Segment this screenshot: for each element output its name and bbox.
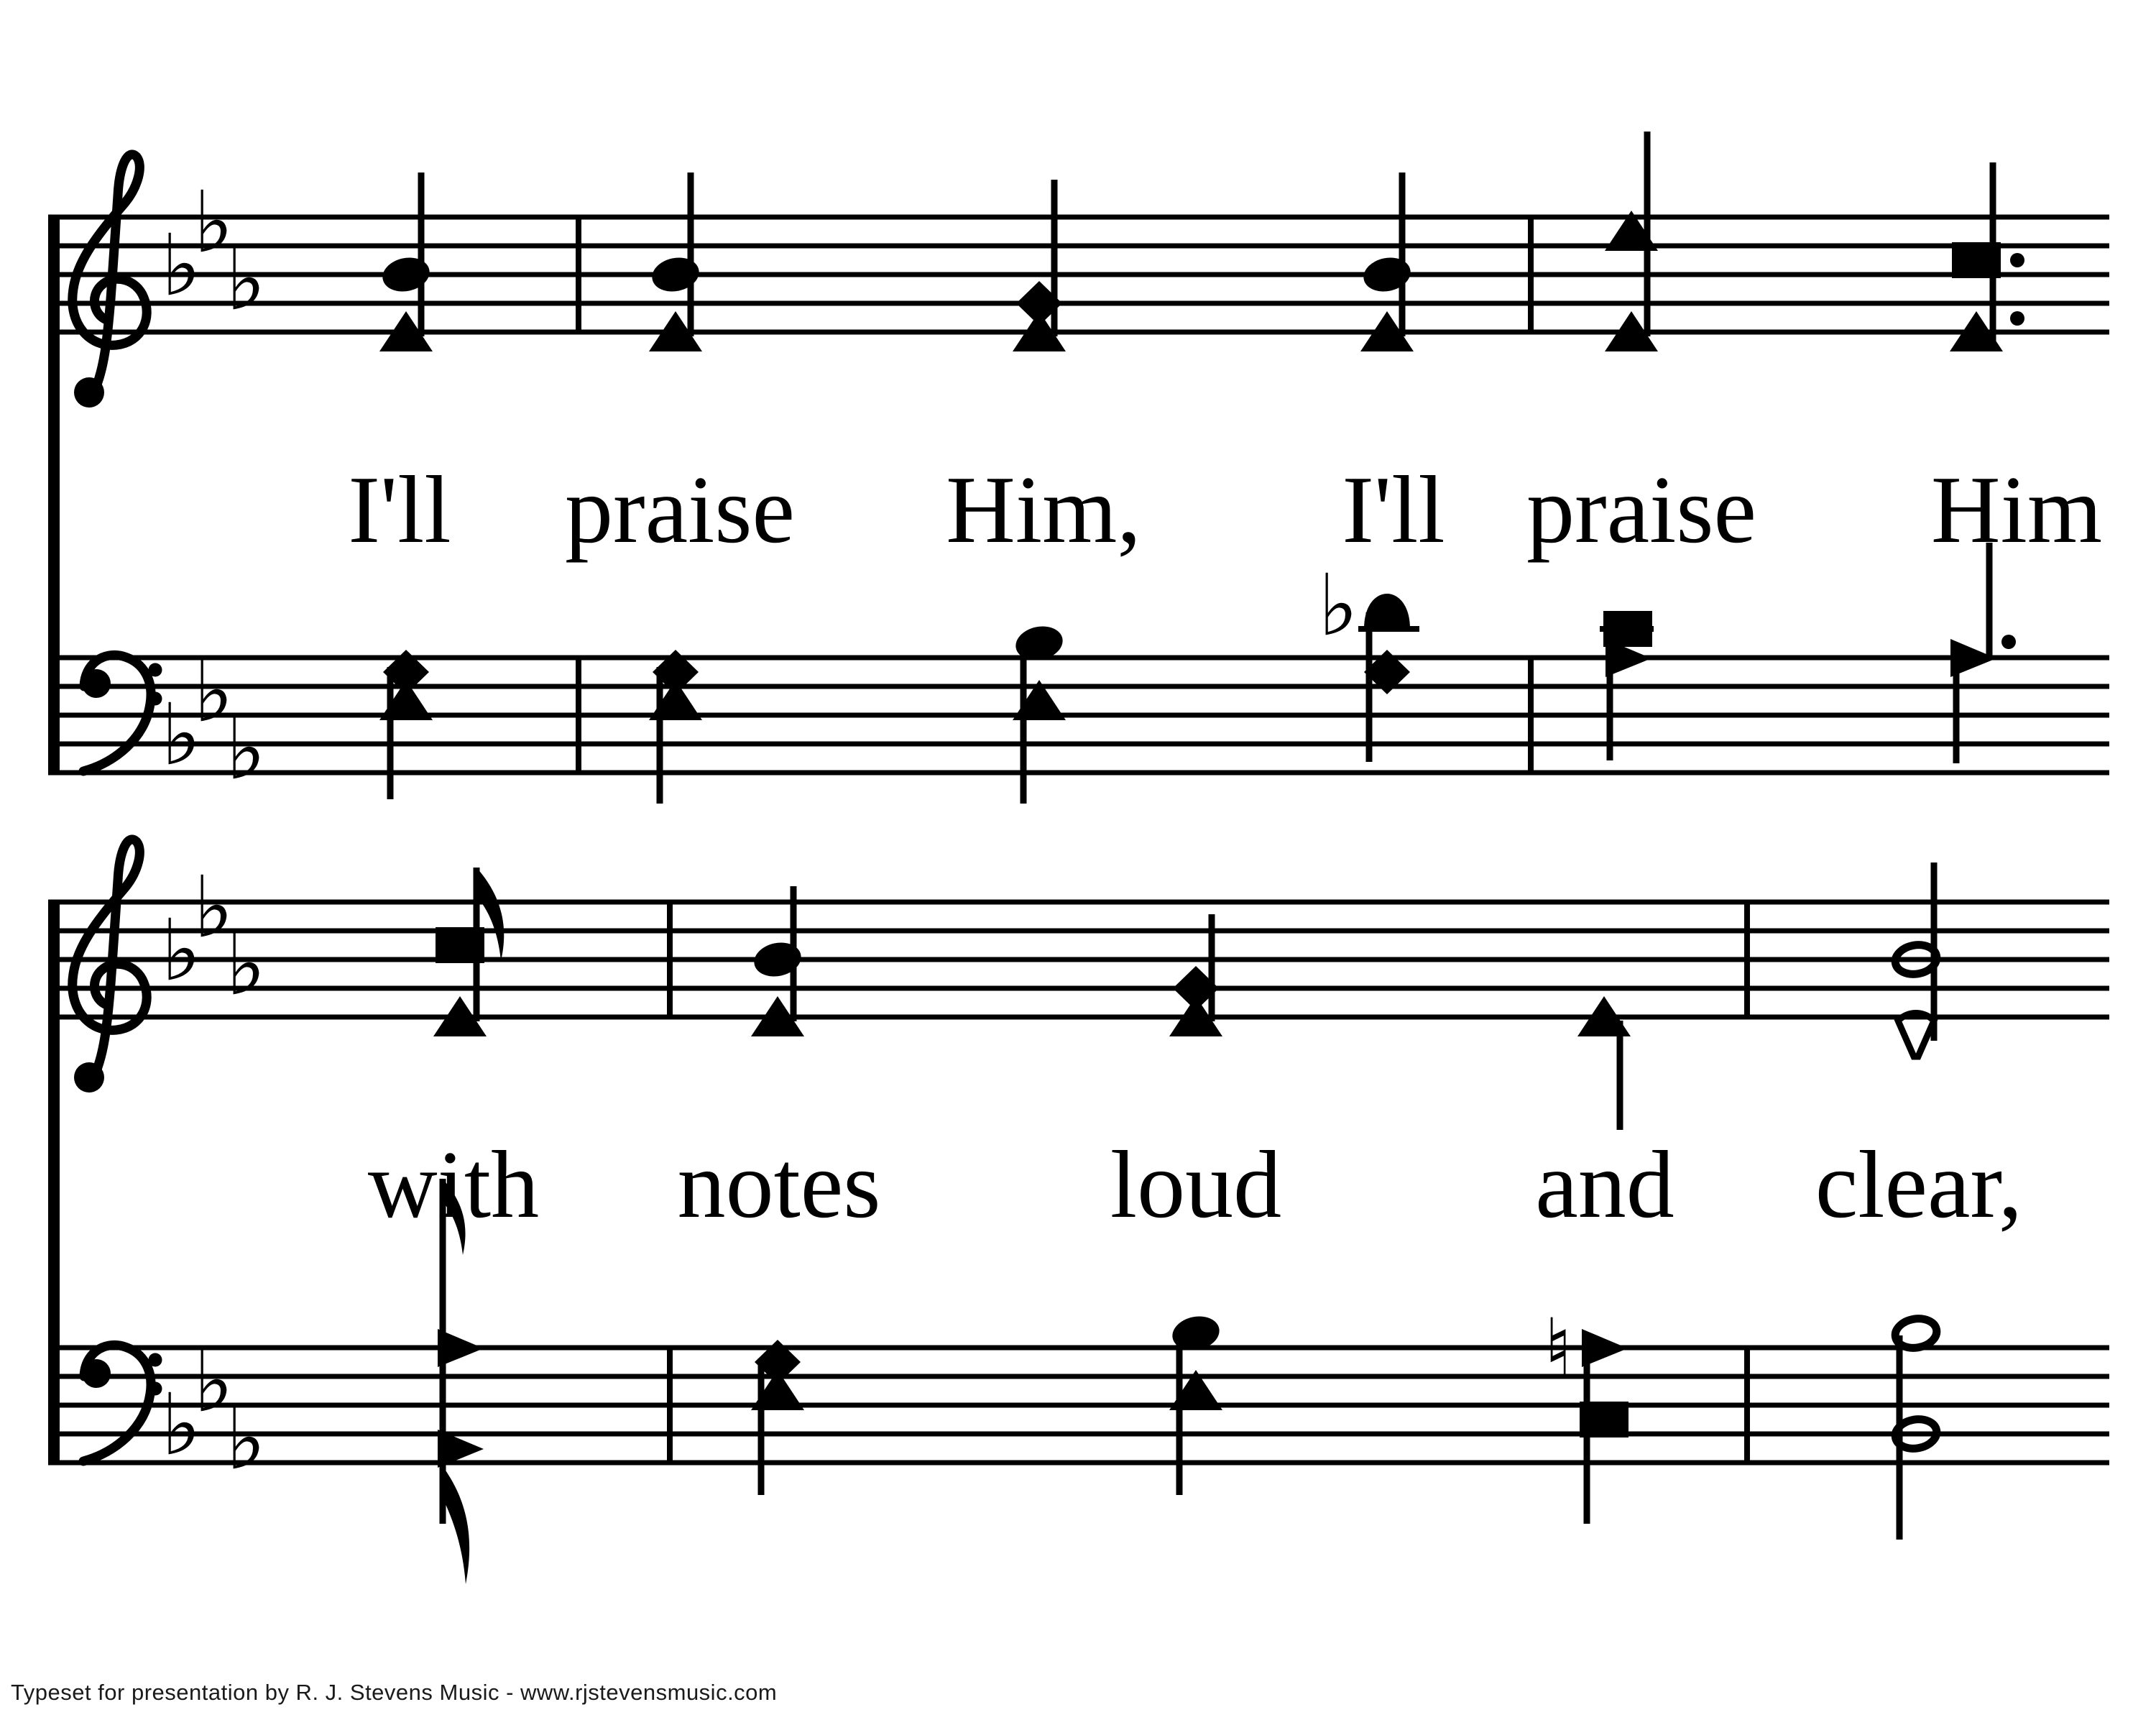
flat-accidental-icon: ♭ [161, 216, 201, 315]
notehead-sol_open [1893, 1315, 1939, 1351]
key-signature [226, 699, 266, 799]
flat-accidental-icon: ♭ [226, 230, 266, 329]
notehead-ti_open [1898, 1013, 1934, 1057]
key-signature [226, 915, 266, 1014]
lyrics-layer [348, 456, 2102, 1238]
eighth-flag-icon [443, 1466, 469, 1584]
notehead-sol [1360, 254, 1414, 296]
bass-staff [48, 543, 2109, 804]
flat-accidental-icon: ♭ [1318, 556, 1358, 655]
notehead-fa [438, 1329, 484, 1367]
flat-accidental-icon: ♭ [193, 857, 234, 957]
lyric-word: clear, [1815, 1131, 2023, 1238]
treble-clef-icon [73, 840, 147, 1092]
lyric-word: Him [1930, 456, 2103, 563]
footer-credit: Typeset for presentation by R. J. Stevens Music - www.rjstevensmusic.com [11, 1680, 778, 1705]
flat-accidental-icon: ♭ [193, 1332, 234, 1431]
score-render-layer [48, 132, 2109, 1584]
notehead-sol [649, 254, 702, 296]
flat-accidental-icon: ♭ [161, 1375, 201, 1474]
flat-accidental-icon: ♭ [226, 1389, 266, 1489]
system-barline [48, 215, 60, 775]
treble-staff [48, 840, 2109, 1130]
flat-accidental-icon: ♭ [226, 699, 266, 799]
lyric-word: loud [1110, 1131, 1282, 1238]
treble-clef-icon [73, 155, 147, 408]
lyric-word: notes [677, 1131, 881, 1238]
lyric-word: praise [1526, 456, 1756, 563]
augmentation-dot [2010, 253, 2024, 267]
augmentation-dot [2010, 311, 2024, 326]
lyric-word: and [1535, 1131, 1674, 1238]
key-signature [226, 230, 266, 329]
flat-accidental-icon: ♭ [193, 642, 234, 741]
notehead-re [1364, 594, 1410, 629]
augmentation-dot [2001, 635, 2016, 649]
lyric-word: praise [565, 456, 795, 563]
key-signature [226, 1389, 266, 1489]
lyric-word: Him, [946, 456, 1141, 563]
flat-accidental-icon: ♭ [193, 172, 234, 272]
flat-accidental-icon: ♭ [161, 685, 201, 784]
bass-staff [48, 1179, 2109, 1584]
system-2 [48, 840, 2109, 1584]
treble-staff [48, 132, 2109, 408]
notehead-la [1952, 242, 2001, 278]
flat-accidental-icon: ♭ [161, 901, 201, 1000]
lyric-word: with [367, 1131, 540, 1238]
lyric-word: I'll [348, 456, 451, 563]
notehead-sol [379, 254, 433, 296]
notehead-fa [1582, 1329, 1628, 1367]
natural-accidental-icon: ♮ [1544, 1302, 1572, 1394]
notehead-la [1580, 1402, 1628, 1438]
system-barline [48, 900, 60, 1465]
notehead-la [436, 927, 484, 963]
lyric-word: I'll [1342, 456, 1445, 563]
flat-accidental-icon: ♭ [226, 915, 266, 1014]
